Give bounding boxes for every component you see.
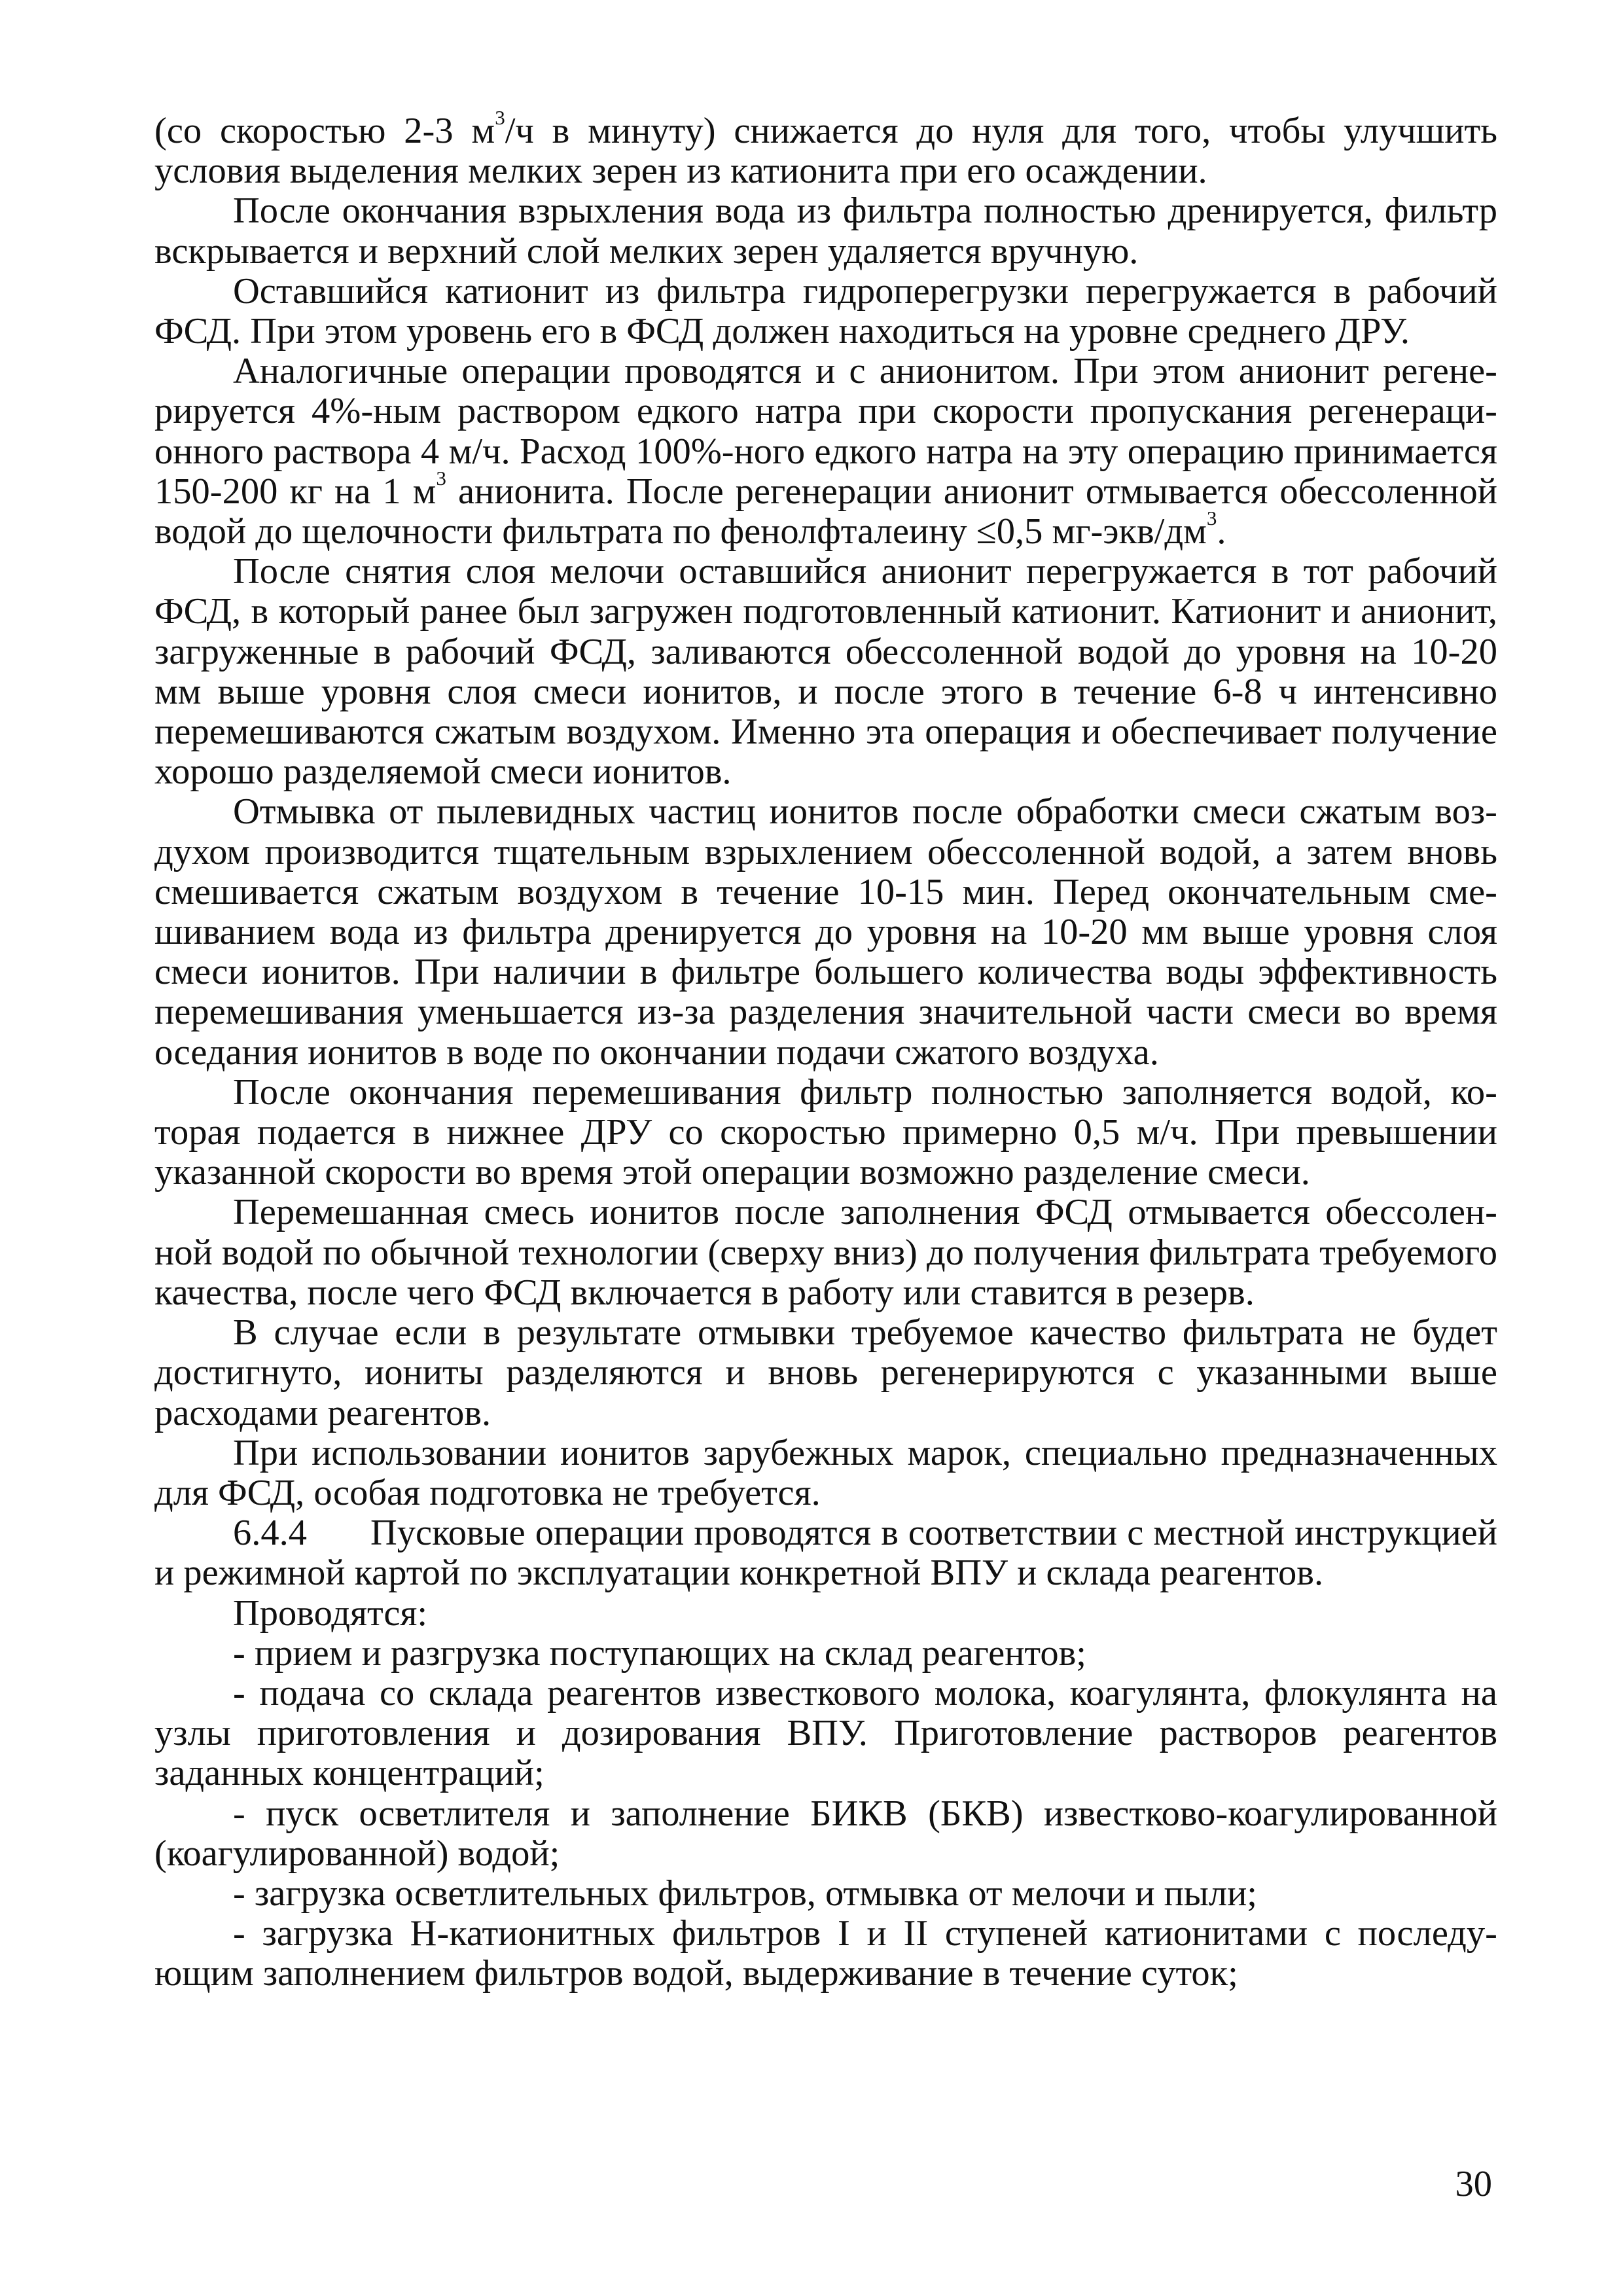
superscript: 3 (436, 466, 446, 490)
list-item: - загрузка осветлительных фильтров, отмывка от мелочи и пыли; (233, 1873, 1258, 1914)
paragraph-list-intro: Проводятся: (233, 1592, 428, 1634)
paragraph-drainage: После окончания взрыхления вода из фильтра полностью дренируется, фильтр вскрывается и верхний слой мелких зерен удаляется вручную. (154, 190, 1497, 272)
superscript: 3 (495, 106, 505, 130)
paragraph-filling: После окончания перемешивания фильтр полностью заполняется водой, которая подается в нижнее ДРУ со скоростью примерно 0,5 м/ч. При превышении указанной скорости во время этой операции возможно разделение смеси. (154, 1071, 1497, 1193)
list-item: - подача со склада реагентов известкового молока, коагулянта, флокулянта на узлы приготовления и дозирования ВПУ. Приготовление растворов реагентов заданных концентраций; (154, 1672, 1497, 1794)
list-item: - прием и разгрузка поступающих на склад реагентов; (233, 1632, 1086, 1674)
paragraph-foreign-ionites: При использовании ионитов зарубежных марок, специально предназначенных для ФСД, особая подготовка не требуется. (154, 1432, 1497, 1513)
text-run: анионита. После регенерации анионит отмывается обессоленной водой до щелочности фильтрата по фенолфталеину ≤0,5 мг-экв/дм (154, 471, 1497, 552)
page-number: 30 (1455, 2164, 1492, 2204)
paragraph-anion-regeneration (154, 351, 1497, 552)
paragraph-failure-case: В случае если в результате отмывки требуемое качество фильтрата не будет достигнуто, иониты разделяются и вновь регенерируются с указанными выше расходами реагентов. (154, 1312, 1497, 1433)
paragraph-washing: Отмывка от пылевидных частиц ионитов после обработки смеси сжатым воздухом производится тщательным взрыхлением обессоленной водой, а затем вновь смешивается сжатым воздухом в течение 10-15 мин. Перед окончательным смешиванием вода из фильтра дренируется до уровня на 10-20 мм выше уровня слоя смеси ионитов. При наличии в фильтре большего количества воды эффективность перемешивания уменьшается из-за разделения значительной части смеси во время оседания ионитов в воде по окончании подачи сжатого воздуха. (154, 791, 1497, 1073)
list-item: - загрузка Н-катионитных фильтров I и II ступеней катионитами с последующим заполнением фильтров водой, выдерживание в течение суток; (154, 1913, 1497, 1994)
paragraph-section-6-4-4 (154, 1513, 1497, 1593)
superscript: 3 (1206, 507, 1217, 530)
document-body (154, 106, 1497, 1994)
paragraph-rinsing: Перемешанная смесь ионитов после заполнения ФСД отмывается обессоленной водой по обычной технологии (сверху вниз) до получения фильтрата требуемого качества, после чего ФСД включается в работу или ставится в резерв. (154, 1192, 1497, 1313)
text-run: /ч в минуту) снижается до нуля для того, чтобы улучшить условия выделения мелких зерен из катионита при его осаждении. (154, 111, 1497, 192)
section-number: 6.4.4 (233, 1513, 307, 1554)
text-run: . (1217, 511, 1226, 552)
paragraph-continuation (154, 106, 1497, 192)
text-run: (со скоростью 2-3 м (154, 111, 495, 151)
paragraph-cation-reload: Оставшийся катионит из фильтра гидроперегрузки перегружается в рабочий ФСД. При этом уровень его в ФСД должен находиться на уровне среднего ДРУ. (154, 270, 1497, 352)
text-run: Пусковые операции проводятся в соответствии с местной инструкцией и режимной картой по эксплуатации конкретной ВПУ и склада реагентов. (154, 1513, 1497, 1594)
paragraph-anion-reload: После снятия слоя мелочи оставшийся анионит перегружается в тот рабочий ФСД, в который ранее был загружен подготовленный катионит. Катионит и анионит, загруженные в рабочий ФСД, заливаются обессоленной водой до уровня на 10-20 мм выше уровня слоя смеси ионитов, и после этого в течение 6-8 ч интенсивно перемешиваются сжатым воздухом. Именно эта операция и обеспечивает получение хорошо разделяемой смеси ионитов. (154, 551, 1497, 793)
list-item: - пуск осветлителя и заполнение БИКВ (БКВ) известково-коагулированной (коагулированной) водой; (154, 1793, 1497, 1874)
text-run: Аналогичные операции проводятся и с анионитом. При этом анионит регенерируется 4%-ным раствором едкого натра при скорости пропускания регенерационного раствора 4 м/ч. Расход 100%-ного едкого натра на эту операцию принимается 150-200 кг на 1 м (154, 351, 1497, 512)
